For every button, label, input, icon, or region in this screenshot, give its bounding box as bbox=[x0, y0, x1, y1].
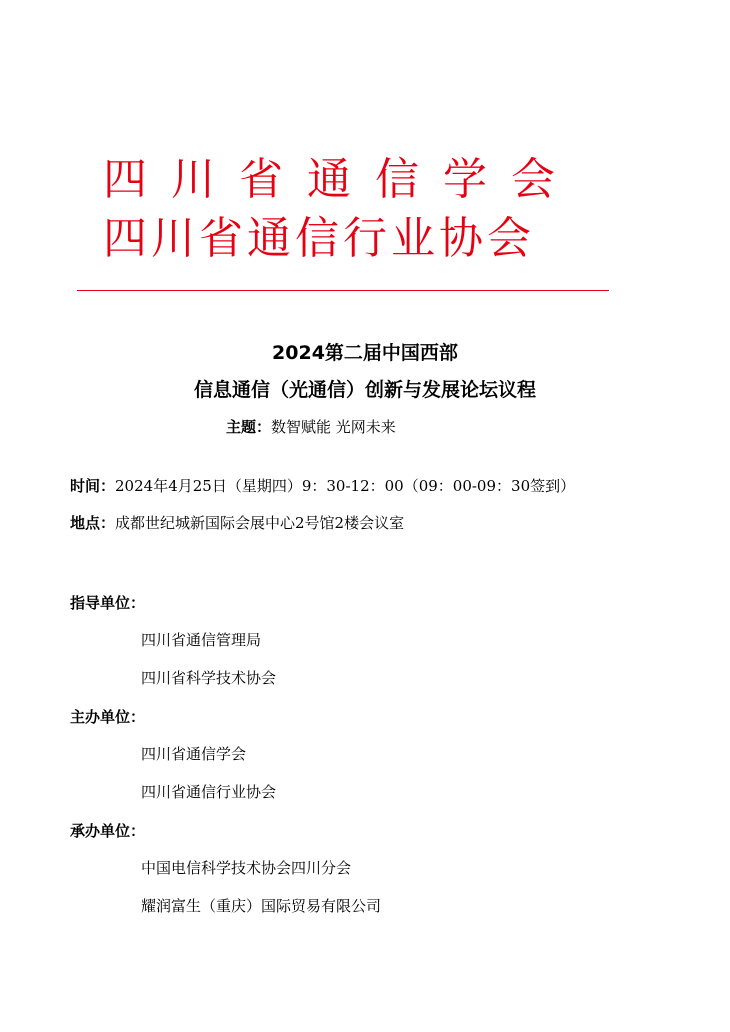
theme-value: 数智赋能 光网未来 bbox=[271, 418, 396, 436]
header-org-2: 四川省通信行业协会 bbox=[103, 213, 535, 264]
host-unit-item: 四川省通信行业协会 bbox=[141, 783, 277, 801]
header-divider bbox=[77, 290, 609, 291]
host-unit-item: 四川省通信学会 bbox=[141, 745, 247, 763]
guiding-units-label: 指导单位： bbox=[70, 594, 146, 612]
theme-label: 主题： bbox=[226, 418, 272, 436]
theme-row bbox=[226, 416, 396, 438]
organizer-unit-item: 耀润富生（重庆）国际贸易有限公司 bbox=[141, 897, 382, 915]
guiding-unit-item: 四川省科学技术协会 bbox=[141, 669, 277, 687]
time-value: 2024年4月25日（星期四）9：30-12：00（09：00-09：30签到） bbox=[115, 477, 576, 495]
organizer-units-label: 承办单位： bbox=[70, 822, 146, 840]
time-row bbox=[70, 475, 575, 497]
guiding-unit-item: 四川省通信管理局 bbox=[141, 631, 262, 649]
agenda-title-line-1: 2024第二届中国西部 bbox=[272, 342, 458, 364]
host-units-label: 主办单位： bbox=[70, 708, 146, 726]
place-label: 地点： bbox=[70, 514, 116, 532]
header-org-1: 四川省通信学会 bbox=[103, 154, 579, 205]
agenda-title-line-2: 信息通信（光通信）创新与发展论坛议程 bbox=[193, 379, 536, 401]
place-value: 成都世纪城新国际会展中心2号馆2楼会议室 bbox=[115, 514, 405, 532]
organizer-unit-item: 中国电信科学技术协会四川分会 bbox=[141, 859, 352, 877]
place-row bbox=[70, 512, 404, 534]
time-label: 时间： bbox=[70, 477, 116, 495]
